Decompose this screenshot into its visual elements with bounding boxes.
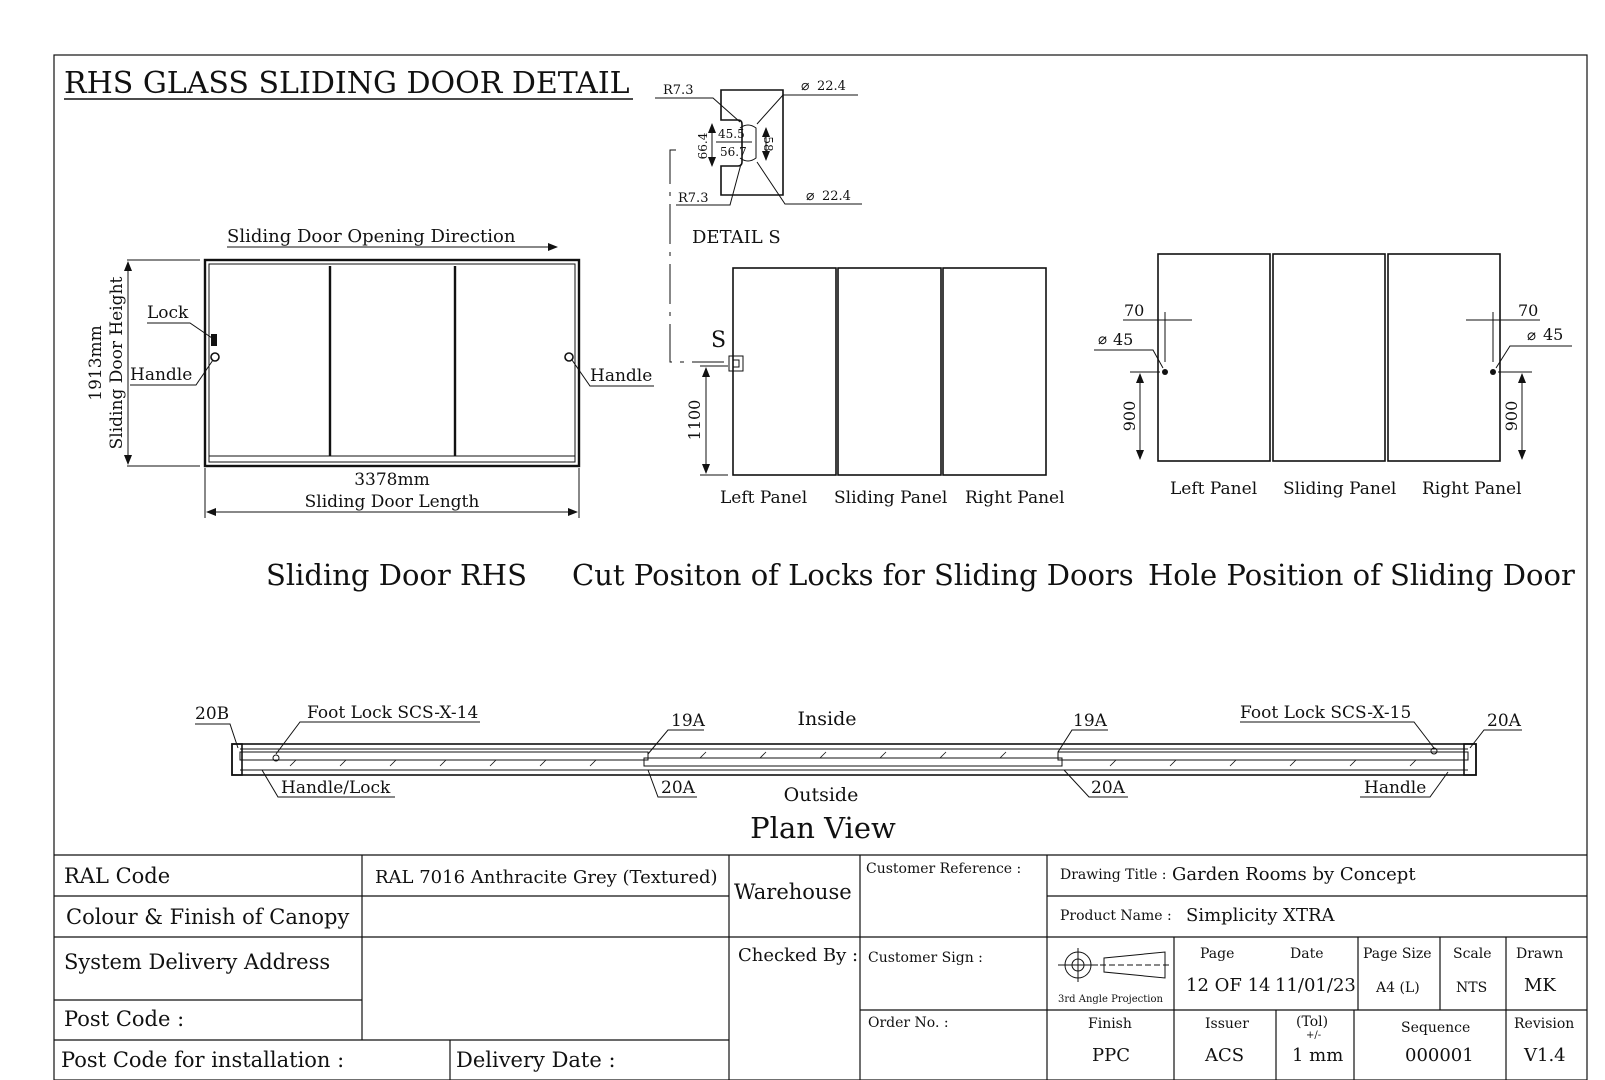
callout-19a-left: 19A xyxy=(671,711,705,731)
cut-label-left: Left Panel xyxy=(720,488,808,508)
post-code-label: Post Code : xyxy=(64,1007,185,1031)
cut-label-right: Right Panel xyxy=(965,488,1065,508)
callout-20a-right-leader xyxy=(1470,730,1522,748)
cut-height-value: 1100 xyxy=(685,399,704,441)
sequence-value: 000001 xyxy=(1405,1045,1474,1066)
hole-height-right: 900 xyxy=(1502,400,1521,432)
cut-lock-marker xyxy=(729,356,743,371)
callout-foot-lock-left: Foot Lock SCS-X-14 xyxy=(307,703,479,723)
issuer-value: ACS xyxy=(1205,1045,1245,1066)
length-label: Sliding Door Length xyxy=(304,492,480,512)
door-inner-frame xyxy=(209,264,575,462)
post-code-install-label: Post Code for installation : xyxy=(61,1048,345,1072)
order-no-label: Order No. : xyxy=(868,1015,949,1031)
page-label: Page xyxy=(1200,946,1235,962)
callout-handle: Handle xyxy=(1364,778,1427,798)
hole-dia-left-symbol: ⌀ xyxy=(1098,330,1108,348)
hole-sliding-panel xyxy=(1273,254,1385,461)
door-outer-frame xyxy=(205,260,579,466)
callout-19a-left-leader xyxy=(648,730,704,754)
dia-top-symbol: ⌀ xyxy=(801,78,810,94)
plan-outside-label: Outside xyxy=(783,784,859,806)
page-size-value: A4 (L) xyxy=(1376,980,1420,996)
dia-bottom-symbol: ⌀ xyxy=(806,188,815,204)
r-top-label: R7.3 xyxy=(663,83,694,98)
hole-left-panel xyxy=(1158,254,1270,461)
plan-view-caption: Plan View xyxy=(750,811,896,845)
callout-20a-right: 20A xyxy=(1487,711,1521,731)
dim-58-label: 58 xyxy=(761,136,775,152)
lock-leader xyxy=(147,323,212,338)
sliding-door-elevation xyxy=(86,226,654,592)
hole-dia-right-symbol: ⌀ xyxy=(1527,326,1537,344)
dim-56-label: 56.7 xyxy=(720,145,747,159)
lock-label: Lock xyxy=(147,303,189,323)
detail-s-title: DETAIL S xyxy=(692,227,781,248)
warehouse-label: Warehouse xyxy=(734,880,852,904)
detail-s-marker: S xyxy=(711,328,727,353)
hole-label-right: Right Panel xyxy=(1422,479,1522,499)
finish-label: Finish xyxy=(1088,1016,1132,1032)
hole-offset-right: 70 xyxy=(1518,301,1539,320)
customer-sign-label: Customer Sign : xyxy=(868,950,983,966)
page-size-label: Page Size xyxy=(1363,946,1432,962)
dia-top-label: 22.4 xyxy=(817,79,846,94)
drawing-title-value: Garden Rooms by Concept xyxy=(1172,864,1416,885)
tol-sub-label: +/- xyxy=(1306,1030,1322,1041)
handle-left-label: Handle xyxy=(130,365,193,385)
page-value: 12 OF 14 xyxy=(1186,975,1271,996)
hole-positions-caption: Hole Position of Sliding Door xyxy=(1148,558,1575,592)
plan-inside-label: Inside xyxy=(797,708,857,730)
plan-sliding-panel xyxy=(644,758,1062,766)
checked-by-label: Checked By : xyxy=(738,945,859,966)
ral-code-label: RAL Code xyxy=(64,864,171,888)
drawing-title-label: Drawing Title : xyxy=(1060,867,1167,883)
callout-19a-right: 19A xyxy=(1073,711,1107,731)
delivery-date-label: Delivery Date : xyxy=(456,1048,616,1072)
cut-label-sliding: Sliding Panel xyxy=(834,488,948,508)
hole-right-marker xyxy=(1490,369,1496,375)
drawn-value: MK xyxy=(1524,975,1556,996)
product-name-value: Simplicity XTRA xyxy=(1186,905,1335,926)
callout-20b: 20B xyxy=(195,704,230,724)
detail-s xyxy=(655,78,862,362)
callout-foot-lock-right: Foot Lock SCS-X-15 xyxy=(1240,703,1412,723)
ral-code-value: RAL 7016 Anthracite Grey (Textured) xyxy=(375,867,718,888)
customer-reference-label: Customer Reference : xyxy=(866,861,1022,877)
cut-positions-caption: Cut Positon of Locks for Sliding Doors xyxy=(572,558,1134,592)
hole-offset-left: 70 xyxy=(1124,301,1145,320)
cut-right-panel xyxy=(943,268,1046,475)
sliding-door-rhs-caption: Sliding Door RHS xyxy=(266,558,527,592)
hole-dia-right-leader xyxy=(1496,346,1572,368)
dim-66-label: 66.4 xyxy=(696,132,710,160)
plan-view xyxy=(195,703,1522,845)
handle-right-marker xyxy=(565,353,573,361)
hole-dia-left: 45 xyxy=(1113,330,1134,349)
r-top-leader xyxy=(655,98,740,122)
revision-value: V1.4 xyxy=(1524,1045,1566,1066)
plan-left-panel xyxy=(240,752,648,760)
height-label: Sliding Door Height xyxy=(107,276,127,450)
hole-dia-right: 45 xyxy=(1543,325,1564,344)
hole-left-marker xyxy=(1162,369,1168,375)
callout-20a-mid-right: 20A xyxy=(1091,778,1125,798)
dia-bottom-label: 22.4 xyxy=(822,189,851,204)
date-label: Date xyxy=(1290,946,1324,962)
cut-left-panel xyxy=(733,268,836,475)
tol-label: (Tol) xyxy=(1296,1014,1329,1030)
hole-label-left: Left Panel xyxy=(1170,479,1258,499)
finish-value: PPC xyxy=(1092,1045,1130,1066)
hole-right-panel xyxy=(1388,254,1500,461)
scale-label: Scale xyxy=(1453,946,1492,962)
opening-direction-label: Sliding Door Opening Direction xyxy=(227,226,516,247)
r-bottom-label: R7.3 xyxy=(678,191,709,206)
delivery-address-label: System Delivery Address xyxy=(64,950,331,974)
hole-height-left: 900 xyxy=(1120,400,1139,432)
callout-20a-mid-left: 20A xyxy=(661,778,695,798)
third-angle-projection-icon xyxy=(1058,948,1172,982)
sequence-label: Sequence xyxy=(1401,1020,1471,1036)
cut-lock-marker-inner xyxy=(733,360,739,367)
plan-right-panel xyxy=(1058,752,1468,760)
dia-top-leader xyxy=(757,95,858,124)
drawing-title: RHS GLASS SLIDING DOOR DETAIL xyxy=(64,66,630,101)
revision-label: Revision xyxy=(1514,1016,1575,1032)
hole-positions-drawing xyxy=(1094,254,1575,592)
colour-finish-label: Colour & Finish of Canopy xyxy=(66,905,350,929)
hole-label-sliding: Sliding Panel xyxy=(1283,479,1397,499)
length-value: 3378mm xyxy=(354,470,430,490)
cut-sliding-panel xyxy=(838,268,941,475)
scale-value: NTS xyxy=(1456,980,1488,996)
hole-dia-left-leader xyxy=(1094,350,1163,368)
height-value: 1913mm xyxy=(86,325,106,401)
tol-value: 1 mm xyxy=(1292,1045,1344,1066)
callout-handle-lock: Handle/Lock xyxy=(281,778,391,798)
projection-label: 3rd Angle Projection xyxy=(1058,994,1163,1005)
cut-positions-drawing xyxy=(572,268,1134,592)
lock-marker xyxy=(211,334,217,346)
issuer-label: Issuer xyxy=(1205,1016,1249,1032)
date-value: 11/01/23 xyxy=(1275,975,1356,996)
handle-right-label: Handle xyxy=(590,366,653,386)
product-name-label: Product Name : xyxy=(1060,908,1172,924)
dim-45-label: 45.5 xyxy=(718,127,745,141)
drawn-label: Drawn xyxy=(1516,946,1564,962)
handle-left-marker xyxy=(211,353,219,361)
